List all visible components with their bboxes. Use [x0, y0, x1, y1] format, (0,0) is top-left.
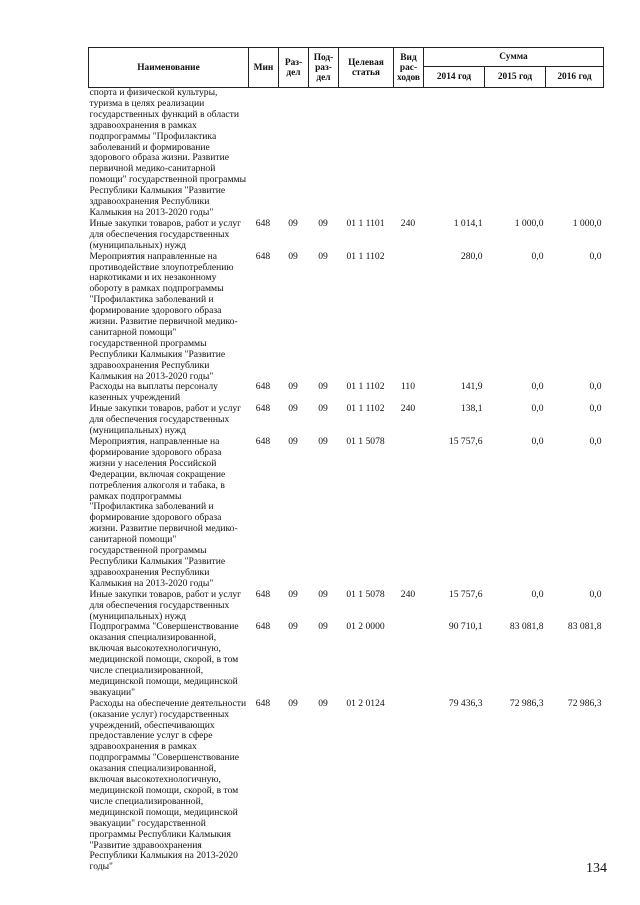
row-name: Мероприятия, направленные на формирование здорового образа жизни у населения Российской Федерации, включая сокращение потребления алкоголя и табака, в рамках подпрограммы "Профилактика заболеваний и формирование здорового образа жизни. Развитие первичной медико-санитарной помощи" государственной программы Республики Калмыкия "Развитие здравоохранения Республики Калмыкия на 2013-2020 годы": [89, 436, 238, 589]
row-vid-rashodov: 240: [400, 403, 416, 415]
row-sum-2016: 0,0: [589, 381, 602, 393]
row-podrazdel: [309, 88, 339, 219]
row-celevaya-statya: 01 1 1102: [346, 403, 385, 415]
row-vid-rashodov: [394, 252, 424, 383]
row-name: Иные закупки товаров, работ и услуг для обеспечения государственных (муниципальных) нужд: [89, 588, 242, 622]
row-sum-2014: [424, 88, 485, 219]
header-razdel: Раз- дел: [279, 48, 309, 88]
row-podrazdel: 09: [318, 436, 328, 447]
row-sum-2014: 79 436,3: [448, 697, 483, 709]
row-sum-2015: 0,0: [531, 403, 544, 415]
row-min: 648: [255, 588, 271, 600]
row-name: Мероприятия направленные на противодействие злоупотреблению наркотиками и их незаконному обороту в рамках подпрограммы "Профилактика заболеваний и формирование здорового образа жизни. Развитие первичной медико-санитарной помощи" государственной программы Республики Калмыкия "Развитие здравоохранения Республики Калмыкия на 2013-2020 годы": [89, 250, 238, 382]
row-razdel: 09: [288, 381, 298, 393]
table-header: [89, 48, 604, 88]
row-sum-2014: 280,0: [460, 250, 483, 262]
row-min: [249, 88, 279, 219]
row-sum-2015: 72 986,3: [509, 697, 544, 709]
row-name: спорта и физической культуры, туризма в целях реализации государственных функций в области здравоохранения в рамках подпрограммы "Профилактика заболеваний и формирование здорового образа жизни. Развитие первичной медико-санитарной помощи" государственной программы Республики Калмыкия "Развитие здравоохранения Республики Калмыкия на 2013-2020 годы": [89, 87, 247, 218]
header-name: Наименование: [89, 48, 249, 88]
row-sum-2016: 0,0: [589, 436, 602, 447]
table-row: [89, 404, 604, 437]
row-name: Расходы на обеспечение деятельности (оказание услуг) государственных учреждений, обеспечивающих предоставление услуг в сфере здравоохранения в рамках подпрограммы "Совершенствование оказания специализированной, включая высокотехнологичную, медицинской помощи, скорой, в том числе специализированной, медицинской помощи, медицинской эвакуации" государственной программы Республики Калмыкия "Развитие здравоохранения Республики Калмыкия на 2013-2020 годы": [89, 697, 247, 873]
row-sum-2016: 0,0: [589, 403, 602, 415]
row-sum-2016: 1 000,0: [572, 217, 602, 229]
header-summa: Сумма: [424, 48, 604, 67]
row-celevaya-statya: 01 2 0124: [346, 697, 385, 709]
row-razdel: 09: [288, 621, 298, 633]
row-sum-2016: [546, 88, 604, 219]
row-sum-2014: 1 014,1: [453, 217, 483, 229]
row-sum-2014: 141,9: [460, 381, 483, 393]
row-min: 648: [255, 381, 271, 393]
row-vid-rashodov: 240: [400, 217, 416, 229]
row-podrazdel: 09: [318, 217, 328, 229]
row-celevaya-statya: 01 1 1102: [346, 381, 385, 393]
row-podrazdel: 09: [318, 588, 328, 600]
row-sum-2016: 72 986,3: [567, 697, 602, 709]
header-min: Мин: [249, 48, 279, 88]
row-podrazdel: 09: [318, 621, 328, 633]
header-celevaya-statya: Целевая статья: [339, 48, 394, 88]
row-celevaya-statya: 01 1 1101: [346, 217, 385, 229]
row-sum-2015: 0,0: [531, 436, 544, 447]
row-razdel: 09: [288, 250, 298, 262]
table-body: [89, 88, 604, 874]
row-sum-2014: 138,1: [460, 403, 483, 415]
row-podrazdel: 09: [318, 381, 328, 393]
row-min: 648: [255, 250, 271, 262]
row-sum-2015: [485, 88, 546, 219]
row-sum-2016: 83 081,8: [567, 621, 602, 633]
header-2014: 2014 год: [424, 67, 485, 88]
row-podrazdel: 09: [318, 403, 328, 415]
row-razdel: 09: [288, 403, 298, 415]
row-sum-2015: 0,0: [531, 588, 544, 600]
row-sum-2015: 1 000,0: [514, 217, 544, 229]
row-razdel: 09: [288, 436, 298, 447]
table-row: [89, 382, 604, 404]
row-min: 648: [255, 403, 271, 415]
row-name: Расходы на выплаты персоналу казенных учреждений: [89, 381, 218, 404]
page-number: 134: [586, 861, 607, 876]
row-razdel: [279, 88, 309, 219]
row-min: 648: [255, 697, 271, 709]
row-name: Иные закупки товаров, работ и услуг для обеспечения государственных (муниципальных) нужд: [89, 403, 242, 437]
row-razdel: 09: [288, 588, 298, 600]
header-2015: 2015 год: [485, 67, 546, 88]
row-celevaya-statya: 01 2 0000: [346, 621, 385, 633]
row-vid-rashodov: [394, 622, 424, 698]
row-vid-rashodov: 110: [400, 381, 416, 393]
row-vid-rashodov: [394, 88, 424, 219]
header-vid-rashodov: Вид рас- ходов: [394, 48, 424, 88]
row-sum-2015: 0,0: [531, 381, 544, 393]
row-min: 648: [255, 621, 271, 633]
row-sum-2016: 0,0: [589, 250, 602, 262]
table-row: [89, 88, 604, 219]
row-celevaya-statya: [339, 88, 394, 219]
table-row: [89, 437, 604, 590]
table-row: [89, 219, 604, 252]
row-sum-2014: 15 757,6: [448, 588, 483, 600]
row-sum-2015: 83 081,8: [509, 621, 544, 633]
budget-table: [88, 47, 604, 873]
table-row: [89, 252, 604, 383]
row-celevaya-statya: 01 1 5078: [346, 588, 385, 600]
row-podrazdel: 09: [318, 697, 328, 709]
row-celevaya-statya: 01 1 1102: [346, 250, 385, 262]
row-name: Подпрограмма "Совершенствование оказания специализированной, включая высокотехнологичную, медицинской помощи, скорой, в том числе специализированной, медицинской помощи, медицинской эвакуации": [89, 621, 239, 698]
row-sum-2016: 0,0: [589, 588, 602, 600]
row-celevaya-statya: 01 1 5078: [346, 436, 385, 447]
row-podrazdel: 09: [318, 250, 328, 262]
row-vid-rashodov: 240: [400, 588, 416, 600]
row-name: Иные закупки товаров, работ и услуг для обеспечения государственных (муниципальных) нужд: [89, 217, 242, 251]
table-row: [89, 590, 604, 623]
header-2016: 2016 год: [546, 67, 604, 88]
row-razdel: 09: [288, 697, 298, 709]
row-min: 648: [255, 436, 271, 447]
row-sum-2014: 15 757,6: [448, 436, 483, 447]
row-sum-2015: 0,0: [531, 250, 544, 262]
row-min: 648: [255, 217, 271, 229]
row-vid-rashodov: [394, 437, 424, 590]
row-razdel: 09: [288, 217, 298, 229]
table-row: [89, 699, 604, 874]
header-podrazdel: Под- раз- дел: [309, 48, 339, 88]
row-sum-2014: 90 710,1: [448, 621, 483, 633]
table-row: [89, 622, 604, 698]
row-vid-rashodov: [394, 699, 424, 874]
